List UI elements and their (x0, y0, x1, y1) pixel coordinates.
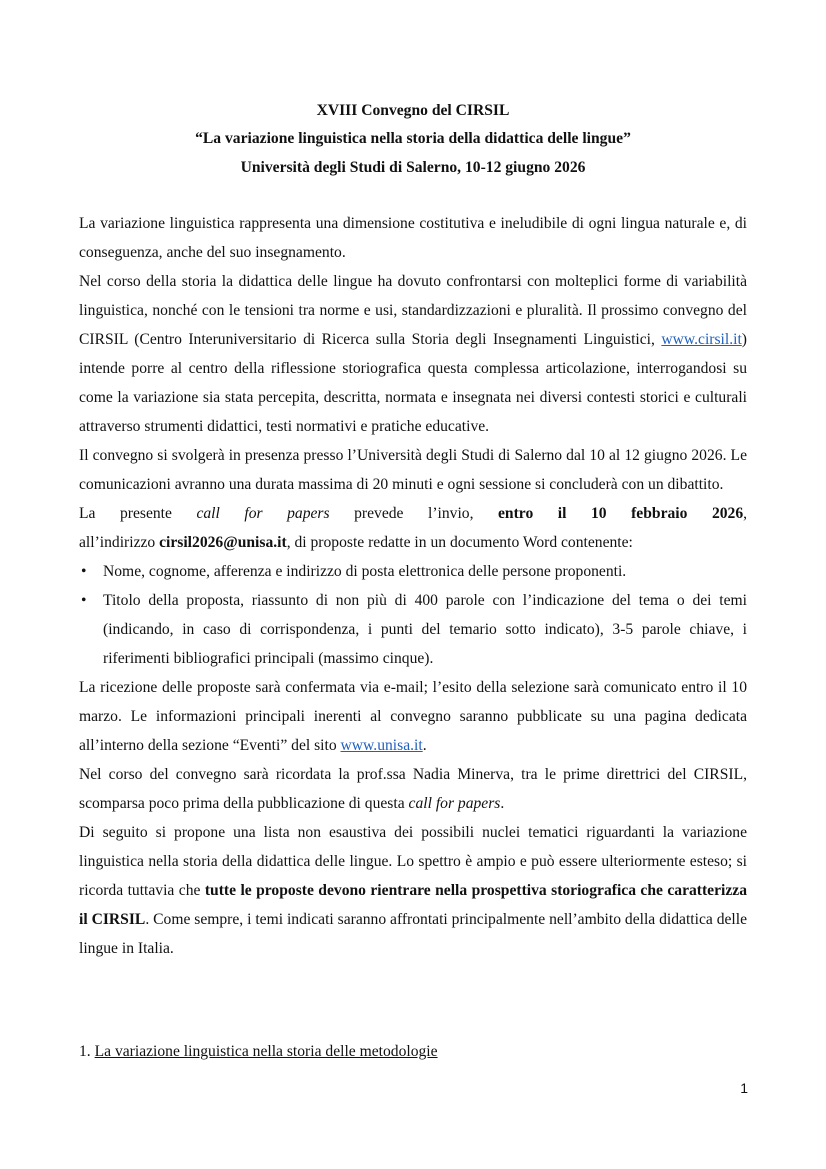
paragraph-cfp-line2 (79, 528, 747, 557)
paragraph-memorial-end: . (500, 795, 505, 812)
paragraph-logistics: Il convegno si svolgerà in presenza presso l’Università degli Studi di Salerno dal 10 al 12 giugno 2026. Le comunicazioni avranno una durata massima di 20 minuti e ogni sessione si concluderà con un dibattito. (79, 447, 747, 493)
list-item (79, 586, 747, 673)
conference-title: XVIII Convegno del CIRSIL (316, 102, 510, 119)
section-title: La variazione linguistica nella storia delle metodologie (94, 1043, 438, 1060)
deadline-word: 10 (590, 505, 607, 522)
paragraph-memorial-text: Nel corso del convegno sarà ricordata la prof.ssa Nadia Minerva, tra le prime direttrici del CIRSIL, scomparsa poco prima della pubblicazione di questa (79, 766, 747, 812)
paragraph-notification-text: La ricezione delle proposte sarà confermata via e-mail; l’esito della selezione sarà comunicato entro il 10 marzo. Le informazioni principali inerenti al convegno saranno pubblicate su una pagina dedicata all’interno della sezione “Eventi” del sito (79, 679, 747, 754)
section-heading-1 (79, 1042, 438, 1062)
cfp-address-tail: , di proposte redatte in un documento Word contenente: (286, 534, 633, 551)
paragraph-notification-end: . (422, 737, 427, 754)
cfp-word: La (79, 505, 96, 522)
paragraph-memorial (79, 760, 747, 818)
list-item-text: Nome, cognome, afferenza e indirizzo di posta elettronica delle persone proponenti. (103, 563, 627, 580)
call-for-papers-italic: call for papers (408, 795, 501, 812)
paragraph-history (79, 267, 747, 441)
submission-email: cirsil2026@unisa.it (159, 534, 287, 551)
cfp-word-italic: papers (287, 505, 330, 522)
paragraph-themes-text: Di seguito si propone una lista non esaustiva dei possibili nuclei tematici riguardanti la variazione linguistica nella storia della didattica delle lingue. Lo spettro è ampio e può essere ulteriormente esteso; si ricorda tuttavia che (79, 824, 747, 899)
bullet-icon: • (81, 563, 87, 580)
deadline-year-group (712, 505, 747, 522)
list-item-text: Titolo della proposta, riassunto di non più di 400 parole con l’indicazione del tema o dei temi (indicando, in caso di corrispondenza, i punti del temario sotto indicato), 3-5 parole chiave, i riferimenti bibliografici principali (massimo cinque). (103, 592, 747, 667)
submission-requirements-list (79, 557, 747, 673)
deadline-word: entro (498, 505, 534, 522)
paragraph-intro: La variazione linguistica rappresenta una dimensione costitutiva e ineludibile di ogni lingua naturale e, di conseguenza, anche del suo insegnamento. (79, 215, 747, 261)
paragraph-themes (79, 818, 747, 963)
deadline-word: il (557, 505, 567, 522)
conference-venue-date: Università degli Studi di Salerno, 10-12 giugno 2026 (240, 158, 586, 176)
section-number: 1. (79, 1043, 91, 1060)
paragraph-history-text-a: Nel corso della storia la didattica delle lingue ha dovuto confrontarsi con molteplici forme di variabilità linguistica, nonché con le tensioni tra norme e usi, standardizzazioni e pluralità. Il prossimo convegno del CIRSIL (Centro Interuniversitario di Ricerca sulla Storia degli Insegnamenti Linguistici, (79, 273, 747, 348)
paragraph-notification (79, 673, 747, 760)
cfp-word-italic: call (196, 505, 220, 522)
list-item (79, 557, 747, 586)
paragraph-themes-end: . Come sempre, i temi indicati saranno affrontati principalmente nell’ambito della didattica delle lingue in Italia. (79, 911, 747, 957)
page-number: 1 (740, 1080, 748, 1096)
paragraph-cfp-line1 (79, 499, 747, 528)
cirsil-website-link[interactable]: www.cirsil.it (661, 331, 742, 348)
deadline-word: febbraio (631, 505, 688, 522)
cfp-word: l’invio, (428, 505, 474, 522)
bullet-icon: • (81, 592, 87, 609)
conference-theme: “La variazione linguistica nella storia della didattica delle lingue” (195, 130, 631, 148)
deadline-word: 2026 (711, 505, 744, 522)
paragraph-history-text-b: ) intende porre al centro della riflessione storiografica questa complessa articolazione, interrogandosi su come la variazione sia stata percepita, descritta, normata e insegnata nei diversi contesti storici e culturali attraverso strumenti didattici, testi normativi e pratiche educative. (79, 331, 747, 435)
historiographic-requirement: tutte le proposte devono rientrare nella prospettiva storiografica che caratterizza il CIRSIL (79, 882, 747, 928)
document-header (0, 97, 826, 182)
cfp-comma: , (743, 505, 748, 522)
cfp-word: prevede (354, 505, 404, 522)
cfp-address-label: all’indirizzo (79, 534, 160, 551)
unisa-website-link[interactable]: www.unisa.it (340, 737, 423, 754)
document-body (79, 209, 747, 963)
cfp-word: presente (119, 505, 172, 522)
cfp-word-italic: for (244, 505, 263, 522)
